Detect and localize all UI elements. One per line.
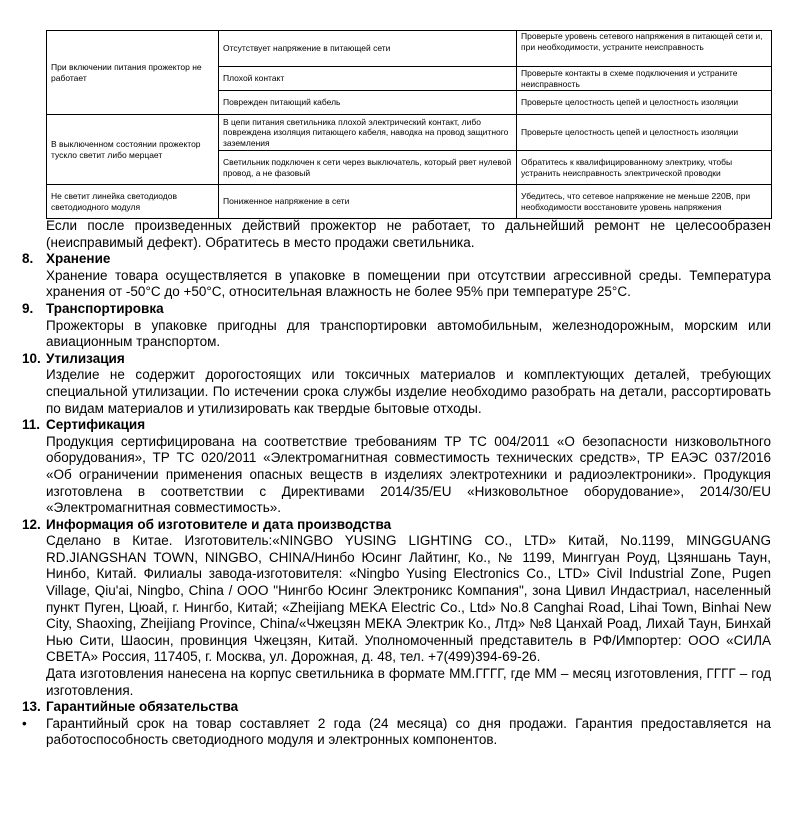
cause-cell: Плохой контакт — [219, 67, 517, 91]
section-title: Сертификация — [46, 417, 146, 433]
section-heading-disposal — [22, 351, 771, 368]
section-number: 8. — [22, 251, 34, 267]
table-row — [47, 115, 772, 151]
cause-cell: Поврежден питающий кабель — [219, 91, 517, 115]
section-number: 10. — [22, 350, 41, 366]
remedy-cell: Проверьте целостность цепей и целостность изоляции — [517, 115, 772, 151]
section-text-storage: Хранение товара осуществляется в упаковке в помещении при отсутствии агрессивной среды. Температура хранения от -50°С до +50°С, относительная влажность не более 95% при температуре 25°С. — [46, 267, 771, 300]
section-text-disposal: Изделие не содержит дорогостоящих или токсичных материалов и комплектующих деталей, требующих специальной утилизации. По истечении срока службы изделие необходимо разобрать на детали, рассортировать по видам материалов и утилизировать как твердые бытовые отходы. — [46, 367, 771, 416]
list-item — [22, 716, 771, 749]
bullet-icon: • — [22, 715, 27, 731]
remedy-cell: Обратитесь к квалифицированному электрику, чтобы устранить неисправность электрической проводки — [517, 151, 772, 185]
section-title: Транспортировка — [46, 300, 164, 316]
table-row — [47, 185, 772, 219]
section-title: Информация об изготовителе и дата производства — [46, 516, 392, 532]
remedy-cell: Проверьте уровень сетевого напряжения в питающей сети и, при необходимости, устраните неисправность — [517, 31, 772, 67]
symptom-cell: В выключенном состоянии прожектор тускло светит либо мерцает — [47, 115, 219, 185]
remedy-cell: Проверьте целостность цепей и целостность изоляции — [517, 91, 772, 115]
section-heading-certification — [22, 417, 771, 434]
section-number: 11. — [22, 417, 41, 433]
cause-cell: Отсутствует напряжение в питающей сети — [219, 31, 517, 67]
section-title: Утилизация — [46, 350, 125, 366]
cause-cell: Пониженное напряжение в сети — [219, 185, 517, 219]
cause-cell: Светильник подключен к сети через выключатель, который рвет нулевой провод, а не фазовый — [219, 151, 517, 185]
section-text-production-date: Дата изготовления нанесена на корпус светильника в формате ММ.ГГГГ, где ММ – месяц изготовления, ГГГГ – год изготовления. — [46, 666, 771, 698]
section-text-transport: Прожекторы в упаковке пригодны для транспортировки автомобильным, железнодорожным, морским или авиационным транспортом. — [46, 317, 771, 350]
troubleshooting-table — [46, 30, 772, 219]
section-title: Гарантийные обязательства — [46, 699, 239, 715]
section-text-manufacturer: Сделано в Китае. Изготовитель:«NINGBO YUSING LIGHTING CO., LTD» Китай, No.1199, MINGGUANG RD.JIANGSHAN TOWN, NINGBO, CHINA/Нинбо Юсинг Лайтинг, Ко., № 1199, Минггуан Роуд, Цзяншань Таун, Нинбо, Китай. Филиалы завода-изготовителя: «Ningbo Yusing Electronics Co., LTD» Civil Industrial Zone, Pugen Village, Qiu'ai, Ningbo, China / ООО "Нингбо Юсинг Электроникс Компания", зона Цивил Индастриал, населенный пункт Пуген, Цюай, г. Нингбо, Китай; «Zheijiang MEKA Electric Co., Ltd» No.8 Canghai Road, Lihai Town, Binhai New City, Shaoxing, Zheijiang Province, China/«Чжецзян МЕКА Электрик Ко., Лтд» №8 Цанхай Роад, Лихай Таун, Бинхай Нью Сити, Шаосин, провинция Чжецзян, Китай. Уполномоченный представитель в РФ/Импортер: ООО «СИЛА СВЕТА» Россия, 117405, г. Москва, ул. Дорожная, д. 48, тел. +7(499)394-69-26. — [46, 533, 771, 665]
section-title: Хранение — [46, 251, 111, 267]
section-number: 9. — [22, 300, 34, 316]
symptom-cell: При включении питания прожектор не работает — [47, 31, 219, 115]
section-heading-manufacturer — [22, 517, 771, 534]
table-after-note: Если после произведенных действий прожектор не работает, то дальнейший ремонт не целесообразен (неисправимый дефект). Обратитесь в место продажи светильника. — [46, 218, 771, 250]
section-number: 13. — [22, 699, 41, 715]
section-heading-storage — [22, 251, 771, 268]
cause-cell: В цепи питания светильника плохой электрический контакт, либо повреждена изоляция питающего кабеля, наводка на провод защитного заземления — [219, 115, 517, 151]
section-heading-warranty — [22, 699, 771, 716]
section-text-warranty: Гарантийный срок на товар составляет 2 года (24 месяца) со дня продажи. Гарантия предоставляется на работоспособность светодиодного модуля и электронных компонентов. — [46, 715, 771, 748]
section-text-certification: Продукция сертифицирована на соответствие требованиям ТР ТС 004/2011 «О безопасности низковольтного оборудования», ТР ТС 020/2011 «Электромагнитная совместимость технических средств», ТР ЕАЭС 037/2016 «Об ограничении применения опасных веществ в изделиях электротехники и радиоэлектроники». Продукция изготовлена в соответствии с Директивами 2014/35/EU «Низковольтное оборудование», 2014/30/EU «Электромагнитная совместимость». — [46, 433, 771, 516]
section-number: 12. — [22, 516, 41, 532]
symptom-cell: Не светит линейка светодиодов светодиодного модуля — [47, 185, 219, 219]
document-body — [22, 218, 771, 749]
table-row — [47, 31, 772, 67]
remedy-cell: Проверьте контакты в схеме подключения и устраните неисправность — [517, 67, 772, 91]
section-heading-transport — [22, 301, 771, 318]
remedy-cell: Убедитесь, что сетевое напряжение не меньше 220В, при необходимости восстановите уровень напряжения — [517, 185, 772, 219]
